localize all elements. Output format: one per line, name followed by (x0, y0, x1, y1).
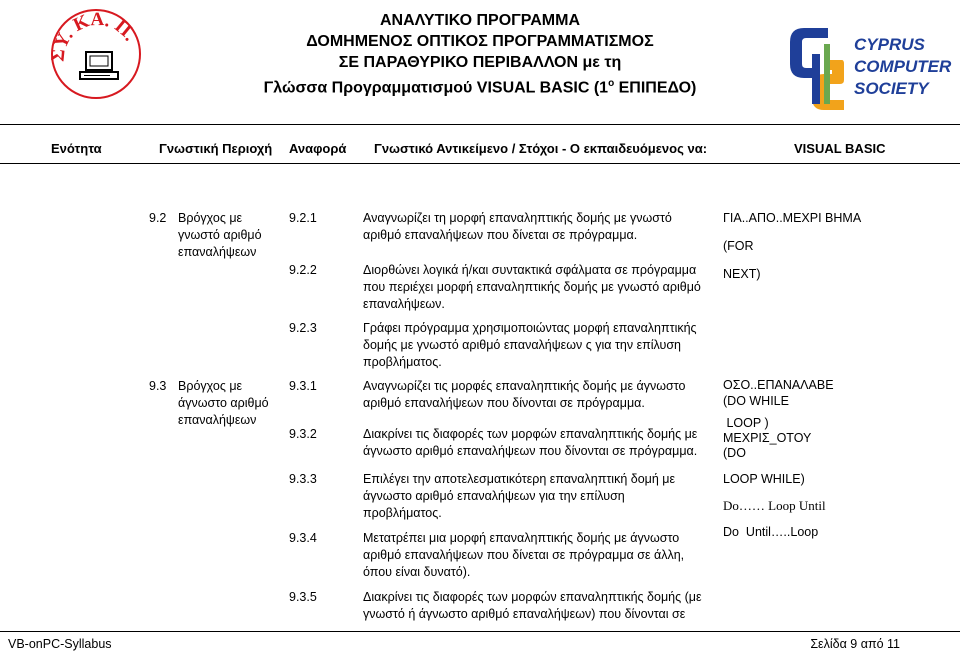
item-text: Αναγνωρίζει τη μορφή επαναληπτικής δομής με γνωστό αριθμό επαναλήψεων που δίνεται σε πρόγραμμα. (363, 211, 672, 242)
section-area: Βρόγχος με άγνωστο αριθμό επαναλήψεων (178, 379, 269, 427)
section-area: Βρόγχος με γνωστό αριθμό επαναλήψεων (178, 211, 262, 259)
item-ref: 9.3.4 (289, 531, 317, 545)
item-text: Διακρίνει τις διαφορές των μορφών επαναληπτικής δομής με άγνωστο αριθμό επαναλήψεων που δίνονται σε πρόγραμμα. (363, 427, 698, 458)
title-line-1: ΑΝΑΛΥΤΙΚΟ ΠΡΟΓΡΑΜΜΑ (379, 12, 581, 29)
vb-keywords: ΓΙΑ..ΑΠΟ..ΜΕΧΡΙ ΒΗΜΑ (FOR NEXT) (723, 211, 862, 281)
item-text: Επιλέγει την αποτελεσματικότερη επαναληπτική δομή με άγνωστο αριθμό επαναλήψεων για την επίλυση προβλήματος. (363, 472, 676, 520)
column-header-reference: Αναφορά (289, 141, 347, 156)
item-ref: 9.2.2 (289, 263, 317, 277)
item-text: Διορθώνει λογικά ή/και συντακτικά σφάλματα σε πρόγραμμα που περιέχει μορφή επαναληπτικής δομής με γνωστό αριθμό επαναλήψεων. (363, 263, 701, 311)
column-header-objectives: Γνωστικό Αντικείμενο / Στόχοι - Ο εκπαιδευόμενος να: (374, 141, 708, 156)
section-id: 9.3 (149, 379, 167, 393)
item-text: Μετατρέπει μια μορφή επαναληπτικής δομής με άγνωστο αριθμό επαναλήψεων που δίνεται σε πρόγραμμα σε άλλη, όπου είναι δυνατό). (363, 531, 685, 579)
title-line-3: ΣΕ ΠΑΡΑΘΥΡΙΚΟ ΠΕΡΙΒΑΛΛΟΝ με τη (338, 54, 622, 71)
item-ref: 9.2.1 (289, 211, 317, 225)
title-line-4: Γλώσσα Προγραμματισμού VISUAL BASIC ($1^o$ ΕΠΙΠΕΔΟ) (263, 78, 697, 97)
title-line-2: ΔΟΜΗΜΕΝΟΣ ΟΠΤΙΚΟΣ ΠΡΟΓΡΑΜΜΑΤΙΣΜΟΣ (306, 33, 654, 50)
ccs-emblem (784, 24, 848, 114)
item-text: Γράφει πρόγραμμα χρησιμοποιώντας μορφή επαναληπτικής δομής με γνωστό αριθμό επαναλήψεων ς για την επίλυση προβλήματος. (363, 321, 697, 369)
item-ref: 9.3.2 (289, 427, 317, 441)
ccs-logo (784, 24, 960, 114)
column-header-unit: Ενότητα (51, 141, 102, 156)
footer-page-number: Σελίδα 9 από 11 (810, 637, 900, 651)
header-rule-top (0, 124, 960, 125)
footer-doc-name: VB-onPC-Syllabus (8, 637, 112, 651)
logo-lettering: Υ. ΚΑ. Π. (50, 9, 141, 52)
header-rule-bottom (0, 163, 960, 164)
item-text: Αναγνωρίζει τις μορφές επαναληπτικής δομής με άγνωστο αριθμό επαναλήψεων που δίνονται σε πρόγραμμα. (363, 379, 686, 410)
item-ref: 9.3.1 (289, 379, 317, 393)
section-id: 9.2 (149, 211, 167, 225)
item-ref: 9.3.3 (289, 472, 317, 486)
ccs-name: CYPRUS COMPUTER SOCIETY (854, 35, 952, 98)
sykap-logo (50, 8, 142, 100)
vb-keywords: ΟΣΟ..ΕΠΑΝΑΛΑΒΕ (DO WHILE LOOP ) ΜΕΧΡΙΣ_ΟΤΟΥ (DO LOOP WHILE) Do…… Loop Until Do Until…..Loop (723, 378, 834, 539)
item-ref: 9.3.5 (289, 590, 317, 604)
item-text: Διακρίνει τις διαφορές των μορφών επαναληπτικής δομής (με γνωστό ή άγνωστο αριθμό επαναλήψεων) που δίνονται σε (363, 590, 702, 621)
item-ref: 9.2.3 (289, 321, 317, 335)
footer-rule (0, 631, 960, 632)
column-header-area: Γνωστική Περιοχή (159, 141, 273, 156)
column-header-visual-basic: VISUAL BASIC (794, 141, 886, 156)
